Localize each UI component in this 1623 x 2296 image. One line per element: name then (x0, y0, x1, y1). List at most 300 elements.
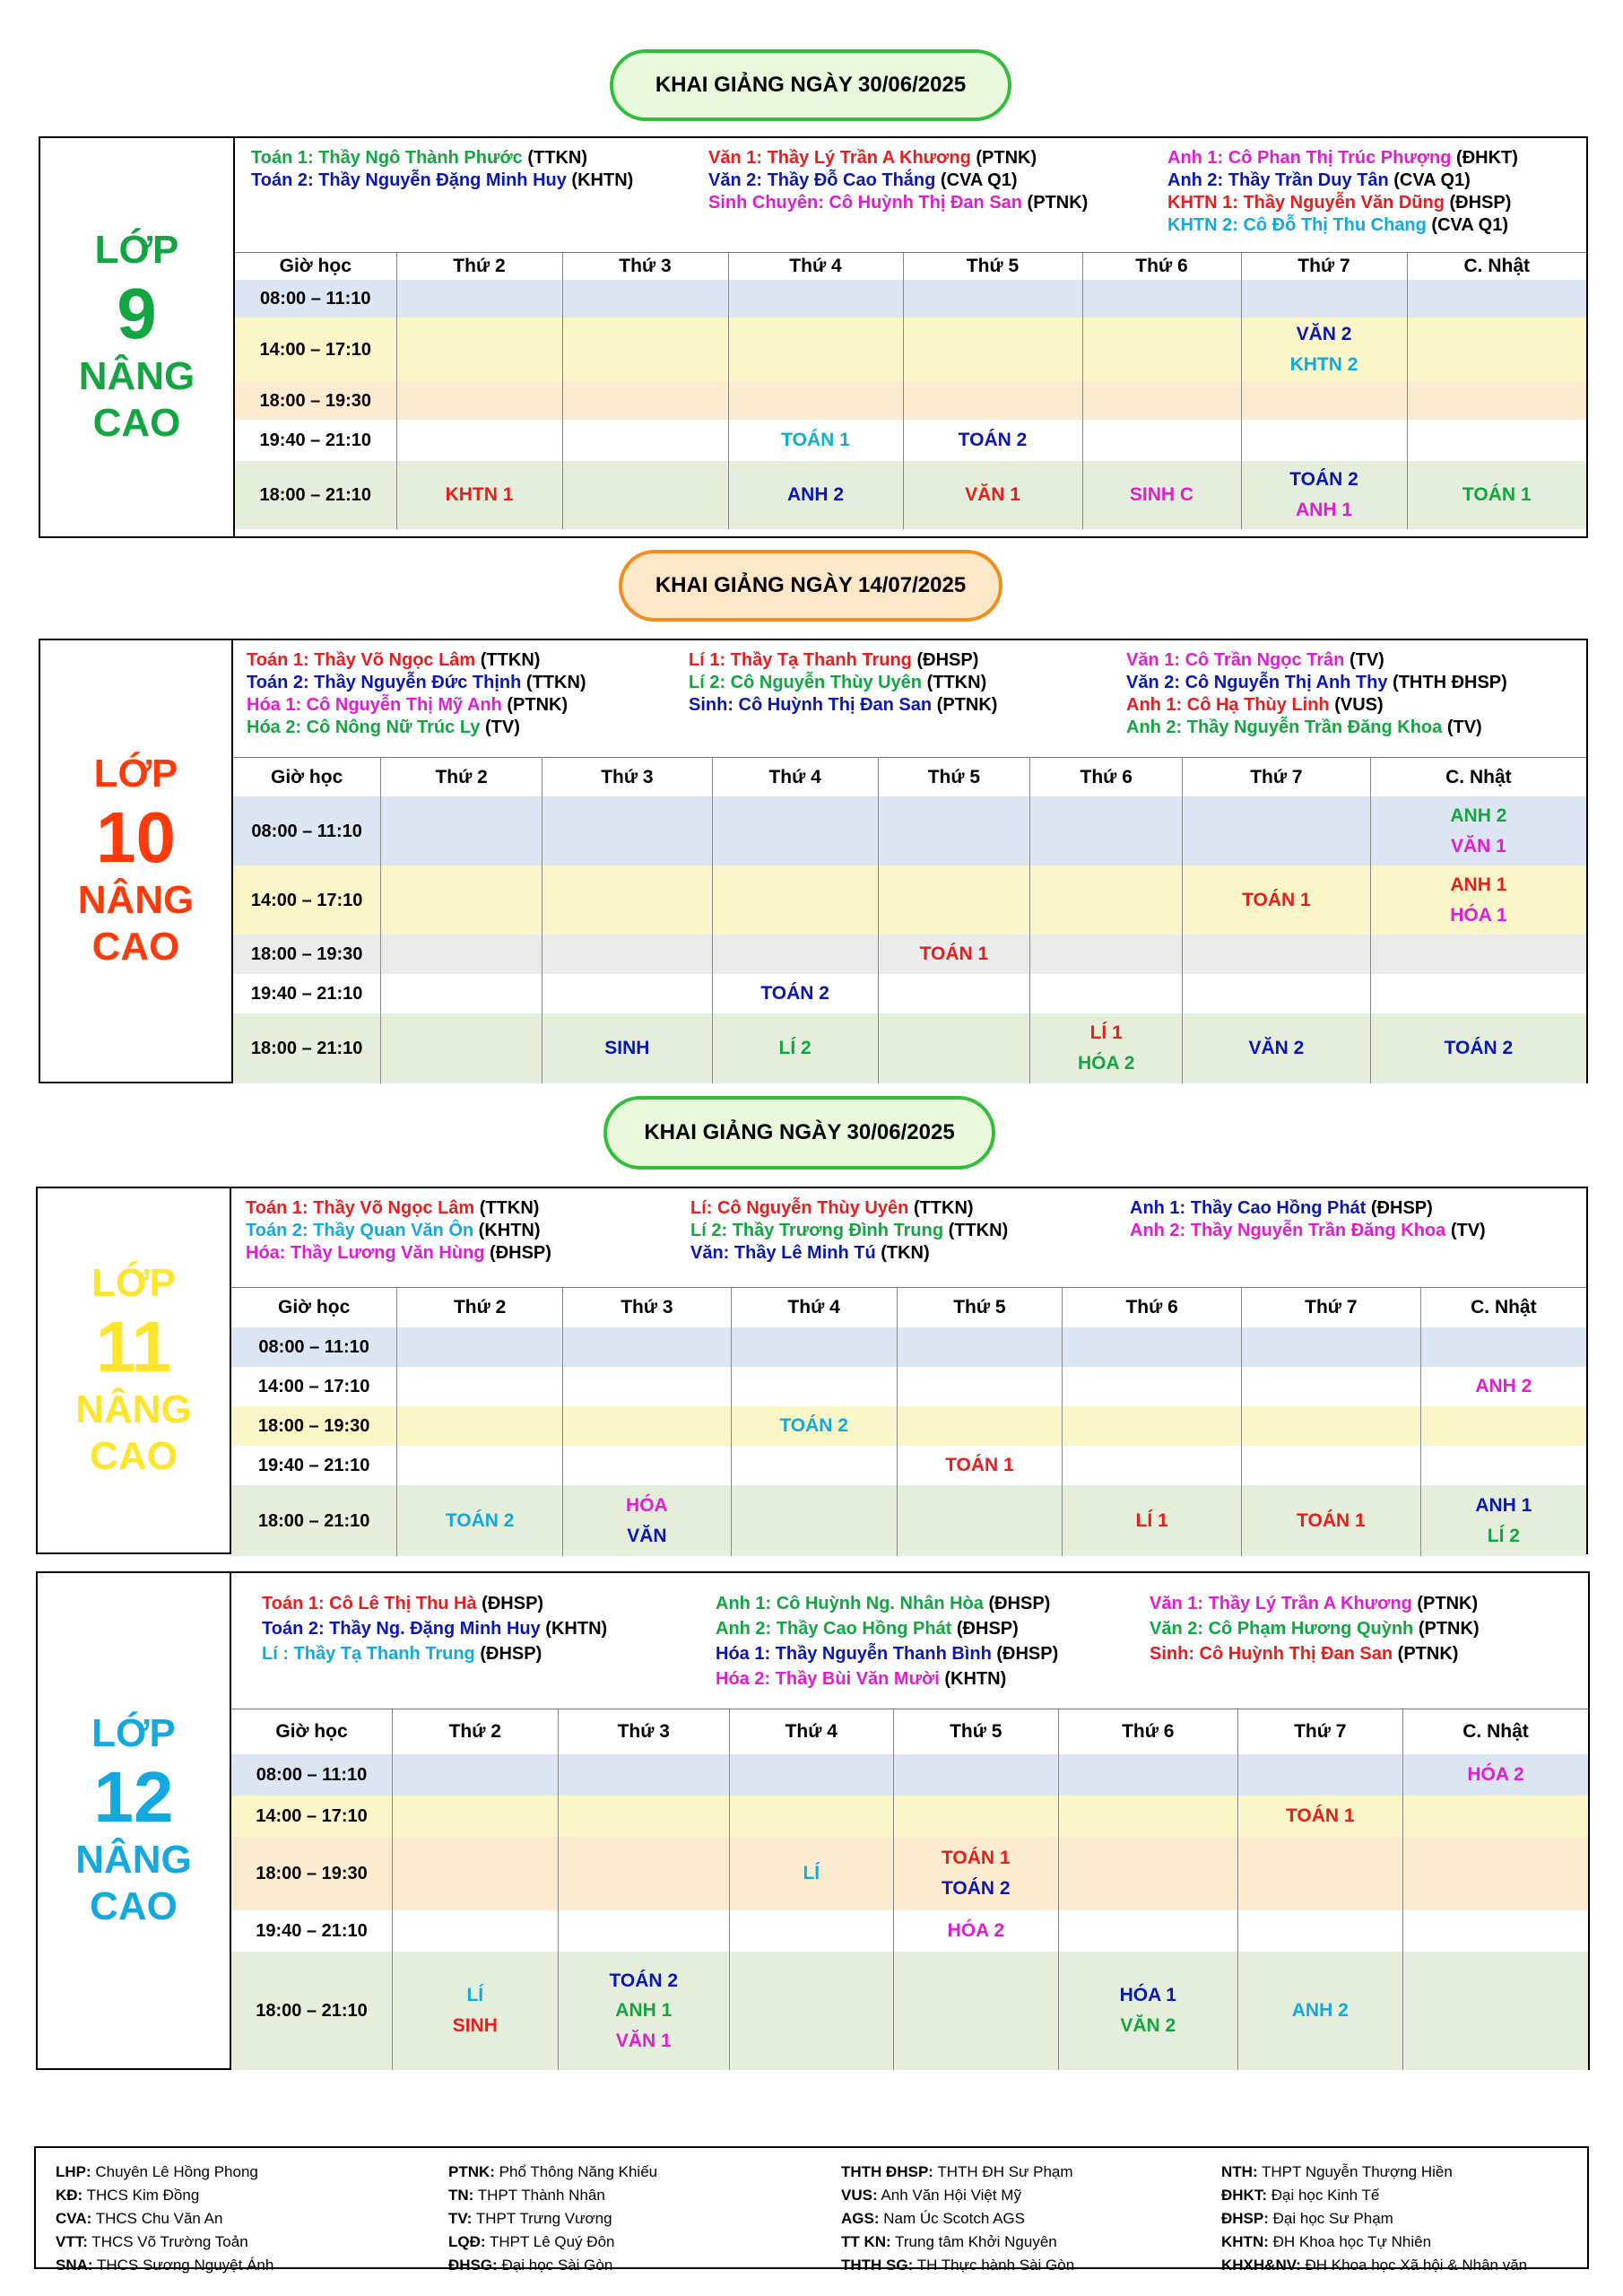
schedule-cell (393, 1754, 559, 1796)
subject-entry: VĂN 1 (965, 484, 1020, 506)
subject-entry: TOÁN 2 (941, 1878, 1011, 1899)
legend-abbrev: LHP: (56, 2163, 91, 2180)
schedule-cell (878, 935, 1030, 974)
subject-entry: HÓA 2 (1467, 1764, 1524, 1786)
level-word: NÂNG (78, 353, 195, 398)
subject-entry: LÍ 1 (1089, 1022, 1123, 1044)
teacher-name: Toán 2: Thầy Nguyễn Đặng Minh Huy (251, 170, 567, 190)
school-abbrev: (THTH ĐHSP) (1387, 673, 1507, 692)
teacher-name: Toán 1: Thầy Võ Ngọc Lâm (246, 1198, 475, 1218)
class-11-block (0, 1187, 1623, 1554)
subject-entry: TOÁN 1 (919, 944, 989, 965)
level-word-2: CAO (91, 925, 180, 970)
schedule-cell (893, 1952, 1059, 2070)
schedule-cell (712, 796, 878, 865)
class-word: LỚP (91, 1710, 176, 1755)
schedule-cell (897, 1446, 1063, 1485)
day-header: Thứ 2 (381, 758, 542, 796)
legend-meaning: THCS Kim Đồng (82, 2187, 200, 2204)
day-header: C. Nhật (1407, 253, 1586, 280)
schedule-cell (558, 1952, 730, 2070)
level-word: NÂNG (75, 1837, 192, 1882)
schedule-row (231, 1837, 1588, 1910)
legend-abbrev: SNA: (56, 2257, 93, 2274)
schedule-cell (562, 382, 728, 420)
level-word: NÂNG (75, 1387, 192, 1431)
schedule-cell (1183, 865, 1371, 935)
opening-date-banner: KHAI GIẢNG NGÀY 30/06/2025 (603, 1096, 995, 1170)
class-12-block (0, 1571, 1623, 2070)
day-header: Thứ 4 (712, 758, 878, 796)
teacher-line (246, 1197, 551, 1220)
teacher-list (231, 1573, 1588, 1709)
teacher-name: Anh 2: Thầy Nguyễn Trần Đăng Khoa (1126, 718, 1443, 737)
subject-entry: TOÁN 1 (781, 430, 850, 451)
subject-entry: TOÁN 2 (958, 430, 1028, 451)
teacher-line (708, 192, 1088, 214)
day-header: Thứ 4 (728, 253, 903, 280)
subject-entry: LÍ (466, 1985, 484, 2006)
schedule-cell (903, 317, 1082, 382)
legend-item (56, 2254, 273, 2277)
schedule-cell (1403, 1796, 1588, 1837)
legend-meaning: Chuyên Lê Hồng Phong (91, 2163, 258, 2180)
schedule-cell (878, 796, 1030, 865)
teacher-name: KHTN 1: Thầy Nguyễn Văn Dũng (1167, 193, 1445, 213)
schedule-cell (1183, 935, 1371, 974)
legend-item (56, 2231, 273, 2254)
teacher-name: Anh 2: Thầy Nguyễn Trần Đăng Khoa (1130, 1221, 1446, 1240)
teacher-line (690, 1197, 1008, 1220)
day-header-row (231, 1288, 1586, 1327)
legend-abbrev: THTH ĐHSP: (841, 2163, 933, 2180)
day-header: Thứ 7 (1237, 1709, 1403, 1754)
legend-meaning: THCS Võ Trường Toản (87, 2233, 248, 2250)
class-9-block (0, 136, 1623, 538)
schedule-cell (1420, 1367, 1586, 1406)
schedule-cell (542, 865, 713, 935)
schedule-cell (563, 1367, 732, 1406)
schedule-cell (897, 1406, 1063, 1446)
schedule-cell (562, 317, 728, 382)
school-abbrev: (ĐHSP) (1444, 193, 1512, 213)
teacher-column (716, 1591, 1058, 1692)
legend-meaning: Đại học Sài Gòn (497, 2257, 613, 2274)
teacher-line (716, 1641, 1058, 1666)
schedule-cell (730, 1910, 893, 1952)
schedule-cell (897, 1367, 1063, 1406)
teacher-line (708, 147, 1088, 170)
time-header: Giờ học (235, 253, 396, 280)
time-slot: 18:00 – 21:10 (231, 1952, 393, 2070)
teacher-column (1130, 1197, 1486, 1242)
school-abbrev: (TV) (1442, 718, 1482, 737)
school-abbrev: (CVA Q1) (1426, 215, 1508, 235)
schedule-cell (1183, 796, 1371, 865)
teacher-name: Lí 2: Thầy Trương Đình Trung (690, 1221, 944, 1240)
time-slot: 18:00 – 19:30 (231, 1406, 397, 1446)
teacher-line (251, 170, 633, 192)
teacher-line (689, 672, 997, 694)
legend-meaning: THPT Trưng Vương (472, 2210, 612, 2227)
time-slot: 14:00 – 17:10 (231, 1796, 393, 1837)
schedule-row (231, 1796, 1588, 1837)
subject-entry: SINH (452, 2015, 498, 2036)
schedule-cell (381, 796, 542, 865)
subject-entry: VĂN 1 (1450, 835, 1506, 857)
schedule-cell (893, 1837, 1059, 1910)
legend-meaning: THPT Nguyễn Thượng Hiền (1257, 2163, 1453, 2180)
time-header: Giờ học (231, 1709, 393, 1754)
schedule-row (233, 796, 1586, 865)
legend-abbrev: ĐHSG: (448, 2257, 498, 2274)
day-header-row (231, 1709, 1588, 1754)
time-header: Giờ học (231, 1288, 397, 1327)
legend-abbrev: VTT: (56, 2233, 88, 2250)
schedule-cell (878, 974, 1030, 1013)
teacher-line (247, 672, 586, 694)
subject-entry: TOÁN 1 (1242, 889, 1311, 910)
subject-entry: TOÁN 2 (760, 983, 829, 1004)
legend-item (1221, 2161, 1527, 2184)
school-abbrev: (KHTN) (566, 170, 634, 190)
schedule-cell (1407, 461, 1586, 529)
schedule-cell (1370, 974, 1586, 1013)
schedule-cell (558, 1754, 730, 1796)
subject-entry: ANH 1 (1450, 874, 1507, 895)
class-word: LỚP (93, 751, 178, 796)
time-slot: 19:40 – 21:10 (235, 420, 396, 461)
schedule-cell (731, 1485, 897, 1556)
schedule-cell (730, 1754, 893, 1796)
schedule-table (231, 1709, 1588, 2070)
time-slot: 18:00 – 19:30 (235, 382, 396, 420)
teacher-name: Văn 2: Thầy Đỗ Cao Thắng (708, 170, 936, 190)
subject-entry: TOÁN 2 (609, 1970, 679, 1991)
time-slot: 19:40 – 21:10 (231, 1910, 393, 1952)
school-abbrev: (PTNK) (501, 695, 568, 715)
teacher-column (262, 1591, 607, 1666)
schedule-row (233, 1013, 1586, 1083)
day-header: Thứ 2 (396, 253, 562, 280)
schedule-row (231, 1446, 1586, 1485)
legend-item (1221, 2207, 1527, 2231)
schedule-cell (1241, 1485, 1420, 1556)
teacher-line (716, 1591, 1058, 1616)
teacher-name: Anh 2: Thầy Trần Duy Tân (1167, 170, 1389, 190)
schedule-cell (1030, 865, 1183, 935)
day-header: Thứ 5 (878, 758, 1030, 796)
schedule-cell (397, 1446, 563, 1485)
schedule-cell (1241, 317, 1407, 382)
schedule-cell (1030, 974, 1183, 1013)
legend-item (448, 2231, 657, 2254)
time-slot: 14:00 – 17:10 (233, 865, 381, 935)
school-abbrev: (TTKN) (475, 650, 541, 670)
legend-abbrev: ĐHKT: (1221, 2187, 1267, 2204)
legend-item (56, 2207, 273, 2231)
schedule-cell (1082, 382, 1241, 420)
schedule-cell (1420, 1406, 1586, 1446)
legend-item (841, 2231, 1074, 2254)
schedule-cell (562, 280, 728, 317)
day-header: Thứ 5 (893, 1709, 1059, 1754)
teacher-line (1150, 1616, 1480, 1641)
schedule-cell (712, 865, 878, 935)
subject-entry: TOÁN 2 (445, 1509, 515, 1531)
legend-abbrev: CVA: (56, 2210, 92, 2227)
schedule-cell (730, 1796, 893, 1837)
schedule-cell (393, 1837, 559, 1910)
teacher-name: Lí: Cô Nguyễn Thùy Uyên (690, 1198, 909, 1218)
school-abbrev: (TV) (1445, 1221, 1486, 1240)
subject-entry: TOÁN 1 (1297, 1509, 1366, 1531)
school-abbrev: (PTNK) (970, 148, 1037, 168)
school-abbrev: (PTNK) (1393, 1644, 1459, 1664)
schedule-cell (1241, 461, 1407, 529)
schedule-cell (1063, 1485, 1242, 1556)
schedule-cell (563, 1485, 732, 1556)
schedule-cell (393, 1952, 559, 2070)
schedule-row (235, 280, 1586, 317)
day-header: Thứ 4 (731, 1288, 897, 1327)
day-header: Thứ 6 (1082, 253, 1241, 280)
schedule-cell (903, 280, 1082, 317)
legend-abbrev: KĐ: (56, 2187, 83, 2204)
schedule-cell (712, 1013, 878, 1083)
schedule-cell (396, 317, 562, 382)
subject-entry: LÍ 2 (1487, 1525, 1520, 1546)
time-slot: 18:00 – 19:30 (231, 1837, 393, 1910)
teacher-column (1126, 649, 1507, 739)
level-word-2: CAO (92, 401, 181, 446)
subject-entry: HÓA 1 (1450, 904, 1507, 926)
schedule-cell (381, 865, 542, 935)
school-abbrev: (ĐHSP) (1366, 1198, 1433, 1218)
schedule-cell (731, 1327, 897, 1367)
teacher-name: Toán 1: Cô Lê Thị Thu Hà (262, 1594, 477, 1613)
legend-item (841, 2184, 1074, 2207)
school-abbrev: (CVA Q1) (1388, 170, 1471, 190)
schedule-row (233, 974, 1586, 1013)
schedule-cell (563, 1446, 732, 1485)
legend-meaning: ĐH Khoa học Xã hội & Nhân văn (1300, 2257, 1528, 2274)
teacher-line (247, 649, 586, 672)
opening-date-banner: KHAI GIẢNG NGÀY 14/07/2025 (619, 550, 1002, 622)
teacher-line (1126, 649, 1507, 672)
school-abbrev: (TTKN) (943, 1221, 1009, 1240)
legend-column (448, 2161, 657, 2277)
schedule-panel (230, 1571, 1590, 2070)
teacher-line (1150, 1641, 1480, 1666)
schedule-cell (1241, 382, 1407, 420)
subject-entry: KHTN 1 (445, 484, 514, 506)
day-header: Thứ 6 (1063, 1288, 1242, 1327)
schedule-cell (897, 1485, 1063, 1556)
schedule-cell (562, 420, 728, 461)
schedule-cell (397, 1485, 563, 1556)
schedule-cell (728, 420, 903, 461)
day-header: Thứ 7 (1241, 1288, 1420, 1327)
legend-meaning: THCS Chu Văn An (91, 2210, 223, 2227)
subject-entry: TOÁN 1 (1462, 484, 1532, 506)
schedule-cell (730, 1837, 893, 1910)
schedule-row (231, 1327, 1586, 1367)
teacher-line (689, 694, 997, 717)
schedule-cell (542, 1013, 713, 1083)
teacher-column (708, 147, 1088, 214)
schedule-cell (1370, 865, 1586, 935)
schedule-cell (1059, 1910, 1237, 1952)
teacher-line (716, 1666, 1058, 1692)
class-word: LỚP (94, 227, 179, 272)
day-header: Thứ 7 (1241, 253, 1407, 280)
schedule-row (231, 1754, 1588, 1796)
day-header: Thứ 6 (1059, 1709, 1237, 1754)
time-slot: 18:00 – 21:10 (233, 1013, 381, 1083)
teacher-line (689, 649, 997, 672)
school-abbrev: (TV) (1344, 650, 1384, 670)
schedule-cell (542, 974, 713, 1013)
schedule-cell (893, 1910, 1059, 1952)
day-header-row (233, 758, 1586, 796)
legend-abbrev: NTH: (1221, 2163, 1258, 2180)
schedule-table (235, 253, 1586, 529)
teacher-column (1167, 147, 1518, 237)
teacher-name: Anh 1: Thầy Cao Hồng Phát (1130, 1198, 1367, 1218)
day-header: Thứ 7 (1183, 758, 1371, 796)
legend-abbrev: AGS: (841, 2210, 880, 2227)
schedule-cell (396, 461, 562, 529)
teacher-line (246, 1220, 551, 1242)
class-label (36, 1187, 231, 1554)
subject-entry: VĂN 2 (1296, 324, 1352, 345)
teacher-name: Hóa 1: Cô Nguyễn Thị Mỹ Anh (247, 695, 502, 715)
schedule-cell (712, 935, 878, 974)
subject-entry: ANH 1 (1475, 1494, 1532, 1516)
schedule-cell (1183, 974, 1371, 1013)
schedule-cell (381, 935, 542, 974)
school-abbrev: (PTNK) (1411, 1594, 1479, 1613)
schedule-cell (893, 1796, 1059, 1837)
teacher-name: Toán 1: Thầy Võ Ngọc Lâm (247, 650, 476, 670)
teacher-line (690, 1242, 1008, 1265)
legend-meaning: Đại học Kinh Tế (1267, 2187, 1380, 2204)
grade-number: 11 (95, 1306, 172, 1387)
time-slot: 08:00 – 11:10 (231, 1327, 397, 1367)
schedule-cell (731, 1367, 897, 1406)
legend-meaning: Đại học Sư Phạm (1268, 2210, 1393, 2227)
subject-entry: ANH 2 (1450, 804, 1507, 826)
teacher-line (246, 1242, 551, 1265)
schedule-row (231, 1367, 1586, 1406)
teacher-name: Hóa: Thầy Lương Văn Hùng (246, 1243, 485, 1263)
teacher-line (1126, 694, 1507, 717)
time-slot: 19:40 – 21:10 (231, 1446, 397, 1485)
day-header-row (235, 253, 1586, 280)
subject-entry: KHTN 2 (1289, 354, 1358, 375)
subject-entry: ANH 1 (1295, 500, 1352, 520)
teacher-line (1126, 717, 1507, 739)
schedule-cell (903, 461, 1082, 529)
subject-entry: SINH C (1129, 484, 1194, 506)
subject-entry: ANH 2 (786, 484, 844, 506)
legend-item (841, 2254, 1074, 2277)
subject-entry: ANH 1 (615, 2000, 673, 2022)
schedule-cell (1407, 280, 1586, 317)
legend-meaning: THPT Thành Nhân (473, 2187, 605, 2204)
day-header: Thứ 3 (562, 253, 728, 280)
legend-item (448, 2207, 657, 2231)
legend-abbrev: TN: (448, 2187, 474, 2204)
time-slot: 18:00 – 21:10 (231, 1485, 397, 1556)
schedule-cell (1030, 935, 1183, 974)
legend-abbrev: TT KN: (841, 2233, 891, 2250)
schedule-cell (1063, 1327, 1242, 1367)
teacher-name: Văn 2: Cô Phạm Hương Quỳnh (1150, 1619, 1414, 1639)
schedule-cell (1407, 382, 1586, 420)
teacher-line (262, 1591, 607, 1616)
schedule-row (235, 317, 1586, 382)
schedule-cell (878, 1013, 1030, 1083)
schedule-cell (1063, 1446, 1242, 1485)
teacher-name: Lí 1: Thầy Tạ Thanh Trung (689, 650, 912, 670)
school-abbrev: (ĐHSP) (476, 1594, 544, 1613)
schedule-row (233, 865, 1586, 935)
schedule-row (231, 1485, 1586, 1556)
school-abbrev: (KHTN) (473, 1221, 541, 1240)
day-header: Thứ 3 (563, 1288, 732, 1327)
teacher-name: Sinh Chuyên: Cô Huỳnh Thị Đan San (708, 193, 1022, 213)
class-label (36, 1571, 231, 2070)
teacher-list (233, 640, 1586, 758)
school-abbrev: (TTKN) (522, 148, 587, 168)
schedule-cell (1241, 1446, 1420, 1485)
day-header: Thứ 2 (393, 1709, 559, 1754)
teacher-name: KHTN 2: Cô Đỗ Thị Thu Chang (1167, 215, 1427, 235)
schedule-cell (563, 1406, 732, 1446)
school-abbrev: (ĐHSP) (983, 1594, 1051, 1613)
teacher-column (1150, 1591, 1480, 1666)
day-header: Thứ 4 (730, 1709, 893, 1754)
subject-entry: LÍ (803, 1863, 820, 1884)
legend-item (1221, 2231, 1527, 2254)
school-abbrev: (TV) (480, 718, 520, 737)
schedule-cell (1403, 1837, 1588, 1910)
teacher-list (235, 138, 1586, 253)
day-header: C. Nhật (1370, 758, 1586, 796)
schedule-cell (1237, 1754, 1403, 1796)
schedule-cell (1082, 420, 1241, 461)
time-slot: 08:00 – 11:10 (233, 796, 381, 865)
teacher-column (690, 1197, 1008, 1265)
subject-entry: TOÁN 2 (1444, 1038, 1514, 1059)
schedule-row (235, 382, 1586, 420)
schedule-row (231, 1406, 1586, 1446)
schedule-cell (903, 382, 1082, 420)
schedule-cell (1082, 280, 1241, 317)
schedule-cell (1082, 461, 1241, 529)
subject-entry: TOÁN 2 (1289, 469, 1358, 491)
schedule-cell (1370, 935, 1586, 974)
level-word-2: CAO (90, 1434, 178, 1479)
school-abbrev: (ĐHKT) (1451, 148, 1518, 168)
day-header: Thứ 5 (903, 253, 1082, 280)
schedule-cell (1030, 1013, 1183, 1083)
teacher-name: Toán 2: Thầy Nguyễn Đức Thịnh (247, 673, 522, 692)
schedule-cell (731, 1406, 897, 1446)
schedule-cell (1059, 1837, 1237, 1910)
